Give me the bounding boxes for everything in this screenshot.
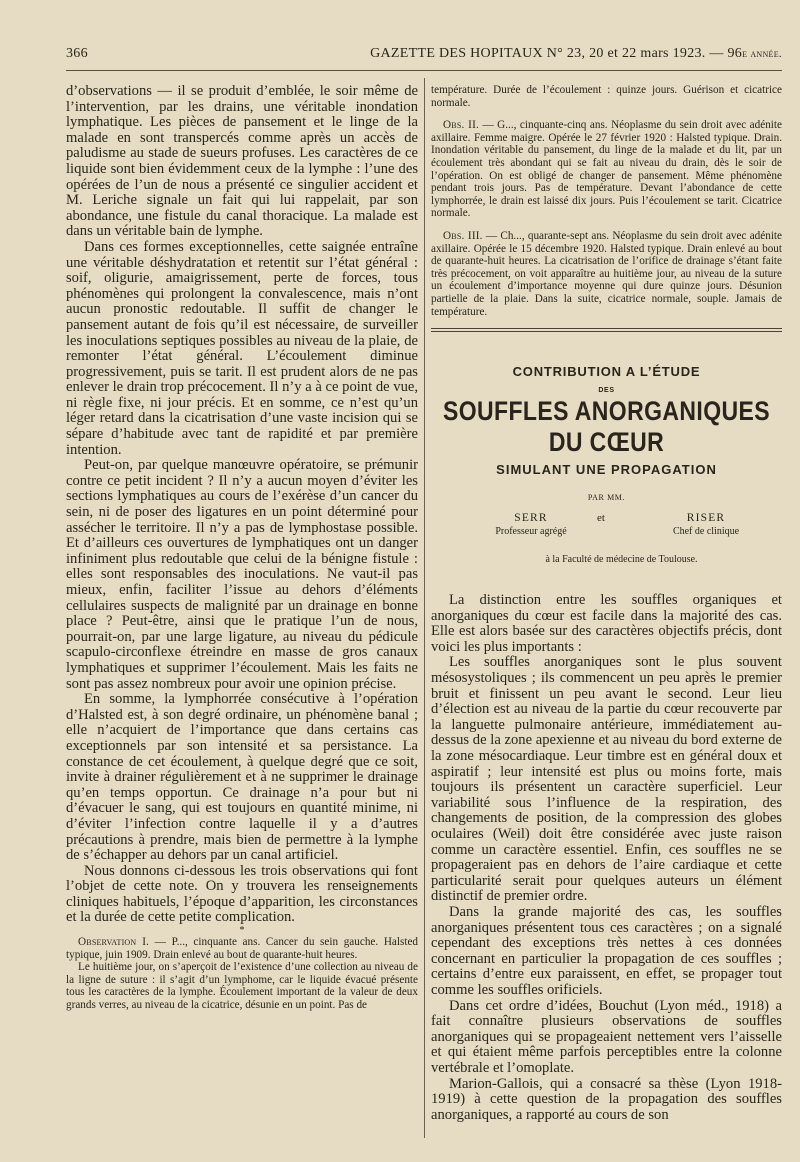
observation-text: température. Durée de l’écoulement : quinze jours. Guérison et cicatrice normale. [431, 84, 782, 109]
paragraph: d’observations — il se produit d’emblée, le soir même de l’intervention, par les drains, une véritable inondation lymphatique. Les pièces de pansement et le linge de la malade en sont transpercés comme après un accès de paludisme au stade de sueurs profuses. Les caractères de ce liquide sont bien évidemment ceux de la lymphe : l’une des opérées de l’un de nous a présenté ce singulier accident et M. Leriche signale un fait qui lui rappelait, par son abondance, une fistule du canal thoracique. La malade est dans un véritable bain de lymphe. [66, 83, 418, 240]
left-body [66, 84, 418, 926]
byline-prefix: PAR MM. [587, 493, 626, 503]
paragraph: Dans ces formes exceptionnelles, cette saignée entraîne une véritable déshydratation et retentit sur l’état général : soif, oligurie, amaigrissement, perte de forces, tous phénomènes qui prolongent la convalescence, mais n’ont aucun pronostic redoutable. Il suffit de changer le pansement autant de fois qu’il est nécessaire, de surveiller les inoculations septiques possibles au niveau de la plaie, de remonter l’état général. L’écoulement diminue progressivement, puis se tarit. Il est prudent alors de ne pas enlever le drain trop précocement. Il n’y a à ce point de vue, ni règle fixe, ni jour précis. Et en somme, ce n’est qu’un léger retard dans la cicatrisation d’une vaste incision qui se sépare d’habitude avec tant de rapidité et par première intention. [66, 238, 418, 458]
left-column [66, 84, 418, 1012]
page-header [66, 44, 782, 66]
header-rule [66, 70, 782, 71]
running-head [370, 46, 782, 62]
paragraph: Peut-on, par quelque manœuvre opératoire, se prémunir contre ce petit incident ? Il n’y a aucun moyen d’éviter les sections lymphatiques au cours de l’exérèse d’un cancer du sein, ni de poser des ligatures en un point déterminé pour assécher le territoire. Il n’y a pas de lymphostase possible. Et d’ailleurs ces ouvertures de lymphatiques ont un danger infiniment plus redoutable que celui de la bénigne fistule : elles sont responsables des inoculations. Ne vaut-il pas mieux, enfin, faciliter l’issue au dehors d’éléments cellulaires suspects de malignité par un drainage en bonne place ? Peut-être, ainsi que le pratique l’un de nous, pourrait-on, par une large ligature, au niveau du pédicule scapulo-circonflexe étreindre en masse de gros canaux lymphatiques et supprimer l’écoulement. Mais les faits ne sont pas assez nombreux pour avoir une opinion précise. [66, 457, 418, 692]
page-number: 366 [66, 46, 88, 61]
observation-label: Obs. III. [443, 229, 483, 242]
author [471, 512, 591, 537]
article-title: SOUFFLES ANORGANIQUES DU CŒUR [442, 396, 770, 457]
article-connector: DES [598, 387, 615, 395]
observations-continued [431, 84, 782, 318]
author-role: Chef de clinique [672, 526, 740, 538]
column-divider [424, 78, 425, 1138]
section-mark: * [239, 925, 245, 937]
observation-text: — Ch..., quarante-sept ans. Néoplasme du sein droit avec adénite axillaire. Opérée le 15 décembre 1920. Halsted typique. Drain enlevé au bout de quarante-huit heures. La cicatrisation de l’orifice de drainage s’étant faite très précocement, on voit apparaître au huitième jour, au niveau de la suture un écoulement d’importance moyenne qui dure quinze jours. Désunion partielle de la plaie. Dans la suite, cicatrice normale, souple. Jamais de température. [431, 229, 783, 318]
paragraph: Les souffles anorganiques sont le plus souvent mésosystoliques ; ils commencent un peu après le premier bruit et finissent un peu avant le second. Leur lieu d’élection est au niveau de la partie du cœur recouverte par la languette pulmonaire antérieure, immédiatement au-dessus de la zone apexienne et au niveau du bord externe de la zone mésocardiaque. Leur timbre est en général doux et aspiratif ; leur intensité est plus ou moins forte, mais toujours ils présentent un caractère superficiel. Leur variabilité sous l’influence de la respiration, des changements de position, de la compression des globes oculaires (Weil) doit être considérée avec juste raison comme un caractère essentiel. Enfin, ces souffles ne se propageraient pas en dehors de l’aire cardiaque et cette particularité serait pour quelques auteurs un élément distinctif de premier ordre. [431, 654, 782, 905]
author-affiliation: à la Faculté de médecine de Toulouse. [545, 554, 698, 566]
article-separator [431, 328, 782, 332]
paragraph: Dans cet ordre d’idées, Bouchut (Lyon méd., 1918) a fait connaître plusieurs observations de souffles anorganiques qui se propageaient nettement vers l’aisselle et qui étaient même parfois perceptibles entre la colonne vertébrale et l’omoplate. [431, 997, 782, 1076]
paragraph: La distinction entre les souffles organiques et anorganiques du cœur est facile dans la majorité des cas. Elle est alors basée sur des caractères objectifs précis, dont voici les plus importants : [431, 592, 782, 655]
year-suffix: e année. [742, 48, 782, 60]
author-role: Professeur agrégé [495, 526, 567, 538]
paragraph: En somme, la lymphorrée consécutive à l’opération d’Halsted est, à son degré ordinaire, un phénomène banal ; elle n’acquiert de l’importance que dans certains cas exceptionnels par son intensité et sa persistance. La constance de cet écoulement, à quelque degré que ce soit, invite à drainer régulièrement et à ne supprimer le drainage qu’en temps opportun. Ce drainage n’a pour but ni d’évacuer le sang, qui est toujours en quantité minime, ni d’éviter l’infection contre laquelle il y a d’autres précautions à prendre, mais bien de permettre à la lymphe de s’échapper au dehors par un canal artificiel. [66, 691, 418, 864]
article-kicker: CONTRIBUTION A L’ÉTUDE [512, 364, 701, 380]
author-name: RISER [686, 512, 726, 525]
running-title: GAZETTE DES HOPITAUX [370, 46, 543, 61]
paragraph: Nous donnons ci-dessous les trois observations qui font l’objet de cette note. On y trouvera les renseignements cliniques habituels, l’époque d’apparition, les circonstances et la durée de cette petite complication. [66, 862, 418, 926]
observation-text: Le huitième jour, on s’aperçoit de l’existence d’une collection au niveau de la ligne de suture : il s’agit d’un lymphome, car le liquide évacué présente tous les caractères de la lymphe. Écoulement important de la valeur de deux grands verres, au niveau de la cicatrice, désunie en un point. Pas de [66, 961, 418, 1012]
article-subtitle: SIMULANT UNE PROPAGATION [496, 462, 717, 478]
author [636, 512, 776, 537]
observation-1 [66, 936, 418, 1012]
observation-label: Observation I. [78, 936, 150, 949]
observation-text: — G..., cinquante-cinq ans. Néoplasme du sein droit avec adénite axillaire. Femme maigre. Opérée le 27 février 1920 : Halsted typique. Drain. Inondation véritable du pansement, du linge de la malade et du lit, par un écoulement très abondant qui se fait au niveau du drain, dès le soir de l’opération. On est obligé de changer de pansement. Même phénomène pendant trois jours. Pas de température. Devant l’abondance de cette lymphorrée, le drain est laissé dix jours. Puis l’écoulement se tarit. Cicatrice normale. [431, 119, 782, 220]
right-column [431, 84, 782, 1123]
observation-label: Obs. II. [443, 119, 479, 132]
author-conjunction: et [597, 512, 605, 525]
article-heading [431, 364, 782, 502]
authors [431, 512, 782, 556]
observation-text: — P..., cinquante ans. Cancer du sein gauche. Halsted typique, juin 1909. Drain enlevé au bout de quarante-huit heures. [66, 936, 418, 961]
paragraph: Marion-Gallois, qui a consacré sa thèse (Lyon 1918-1919) à cette question de la propagation des souffles anorganiques, a rapporté au cours de son [431, 1075, 782, 1123]
author-name: SERR [514, 512, 548, 525]
article-body [431, 593, 782, 1123]
issue-info: N° 23, 20 et 22 mars 1923. — 96 [546, 46, 743, 61]
paragraph: Dans la grande majorité des cas, les souffles anorganiques présentent tous ces caractères ; on a signalé cependant des exceptions très nettes à ces données concernant en particulier la propagation de ces souffles ; certains d’entre eux paraissent, en effet, se propager tout comme les souffles orificiels. [431, 903, 782, 998]
